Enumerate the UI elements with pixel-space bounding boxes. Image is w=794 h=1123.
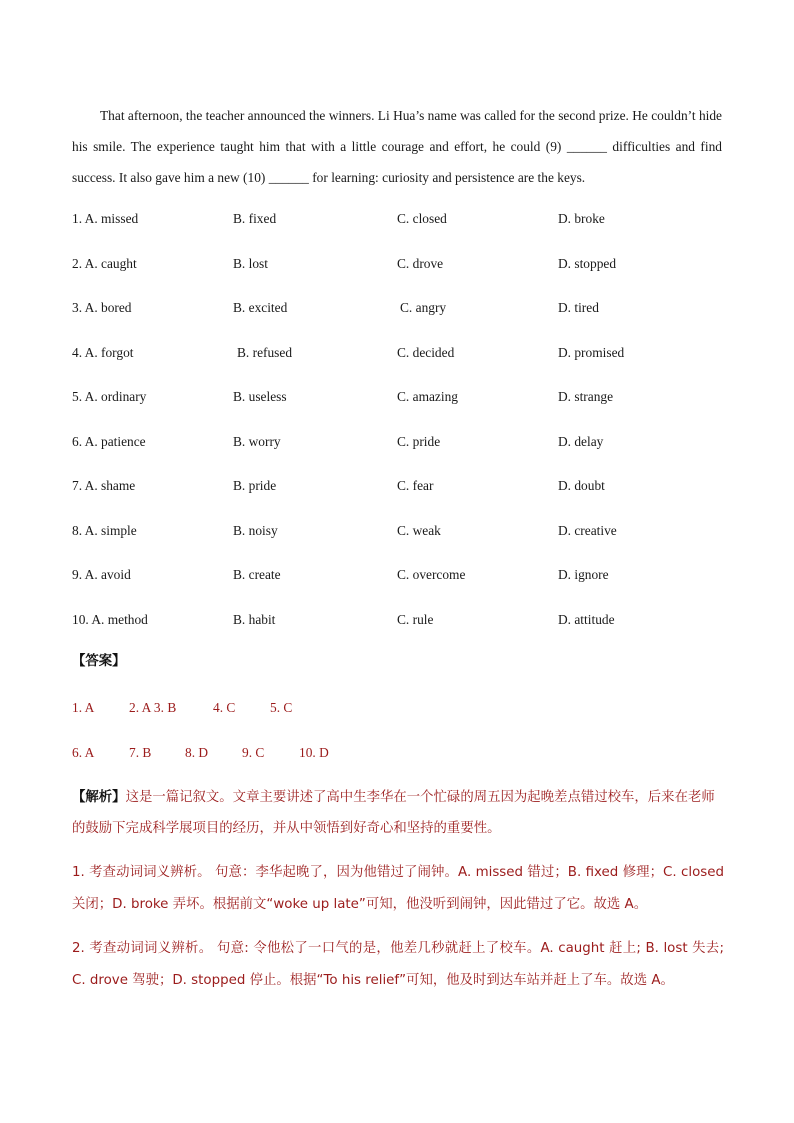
answer-item: 1. A — [72, 700, 95, 715]
option-b: B. excited — [233, 300, 288, 315]
analysis-summary: 这是一篇记叙文。文章主要讲述了高中生李华在一个忙碌的周五因为起晚差点错过校车，后来在老师的鼓励下完成科学展项目的经历，并从中领悟到好奇心和坚持的重要性。 — [72, 790, 715, 836]
explanation-1: 1. 考查动词词义辨析。 句意：李华起晚了，因为他错过了闹钟。A. missed 错过；B. fixed 修理；C. closed 关闭；D. broke 弄坏。根据前文“woke up late”可知，他没听到闹钟，因此错过了它。故选 A。 — [72, 865, 724, 912]
option-d: D. stopped — [558, 255, 617, 271]
answer-item: 9. C — [242, 745, 265, 760]
option-a: 10. A. method — [72, 611, 148, 627]
option-c: C. drove — [397, 255, 444, 271]
option-a: 7. A. shame — [72, 478, 136, 493]
option-d: D. delay — [558, 433, 604, 449]
option-row — [72, 250, 732, 295]
answer-item: 7. B — [129, 745, 152, 760]
option-b: B. noisy — [233, 522, 278, 538]
answer-item: 8. D — [185, 745, 209, 760]
option-row — [72, 428, 732, 473]
option-a: 9. A. avoid — [72, 567, 131, 582]
option-a: 8. A. simple — [72, 522, 137, 538]
option-c: C. rule — [397, 611, 434, 627]
option-row — [72, 472, 732, 517]
passage-paragraph: That afternoon, the teacher announced the winners. Li Hua’s name was called for the second prize. He couldn’t hide his smile. The experience taught him that with a little courage and effort, he could (9) ______ difficulties and find success. It also gave him a new (10) ______ for learning: curiosity and persistence are the keys. — [72, 108, 722, 185]
answer-item: 10. D — [299, 745, 329, 760]
answer-heading: 【答案】 — [72, 654, 126, 669]
option-c: C. weak — [397, 522, 441, 538]
option-c: C. decided — [397, 344, 455, 360]
option-row — [72, 339, 732, 384]
option-row — [72, 383, 732, 428]
option-row — [72, 517, 732, 562]
option-a: 3. A. bored — [72, 300, 132, 315]
option-a: 4. A. forgot — [72, 344, 134, 360]
option-c: C. overcome — [397, 567, 466, 582]
option-d: D. attitude — [558, 611, 615, 627]
option-d: D. strange — [558, 389, 614, 404]
option-a: 5. A. ordinary — [72, 389, 147, 404]
option-a: 1. A. missed — [72, 211, 139, 226]
option-row — [72, 205, 732, 250]
answer-line-1 — [72, 700, 472, 720]
option-d: D. promised — [558, 344, 625, 360]
option-b: B. create — [233, 567, 281, 582]
option-d: D. ignore — [558, 567, 609, 582]
option-d: D. tired — [558, 300, 599, 315]
analysis-heading: 【解析】 — [72, 790, 126, 805]
option-b: B. fixed — [233, 211, 277, 226]
option-b: B. refused — [237, 344, 293, 360]
answer-item: 4. C — [213, 700, 236, 715]
option-c: C. fear — [397, 478, 434, 493]
option-c: C. amazing — [397, 389, 458, 404]
answer-item: 5. C — [270, 700, 293, 715]
option-row — [72, 294, 732, 339]
answer-item: 2. A 3. B — [129, 700, 177, 715]
option-b: B. worry — [233, 433, 281, 449]
answer-item: 6. A — [72, 745, 95, 760]
option-d: D. broke — [558, 211, 605, 226]
option-a: 6. A. patience — [72, 433, 146, 449]
option-b: B. habit — [233, 611, 276, 627]
option-b: B. lost — [233, 255, 268, 271]
option-c: C. angry — [400, 300, 447, 315]
option-c: C. pride — [397, 433, 441, 449]
option-d: D. doubt — [558, 478, 605, 493]
option-c: C. closed — [397, 211, 447, 226]
option-d: D. creative — [558, 522, 617, 538]
option-row — [72, 606, 732, 651]
option-b: B. useless — [233, 389, 287, 404]
option-b: B. pride — [233, 478, 277, 493]
explanation-2: 2. 考查动词词义辨析。 句意: 令他松了一口气的是，他差几秒就赶上了校车。A. caught 赶上; B. lost 失去; C. drove 驾驶；D. stopped 停止。根据“To his relief”可知，他及时到达车站并赶上了车。故选 A。 — [72, 941, 724, 988]
option-row — [72, 561, 732, 606]
analysis-section — [72, 782, 724, 844]
answer-line-2 — [72, 745, 472, 765]
option-a: 2. A. caught — [72, 255, 137, 271]
options-list — [72, 205, 732, 650]
